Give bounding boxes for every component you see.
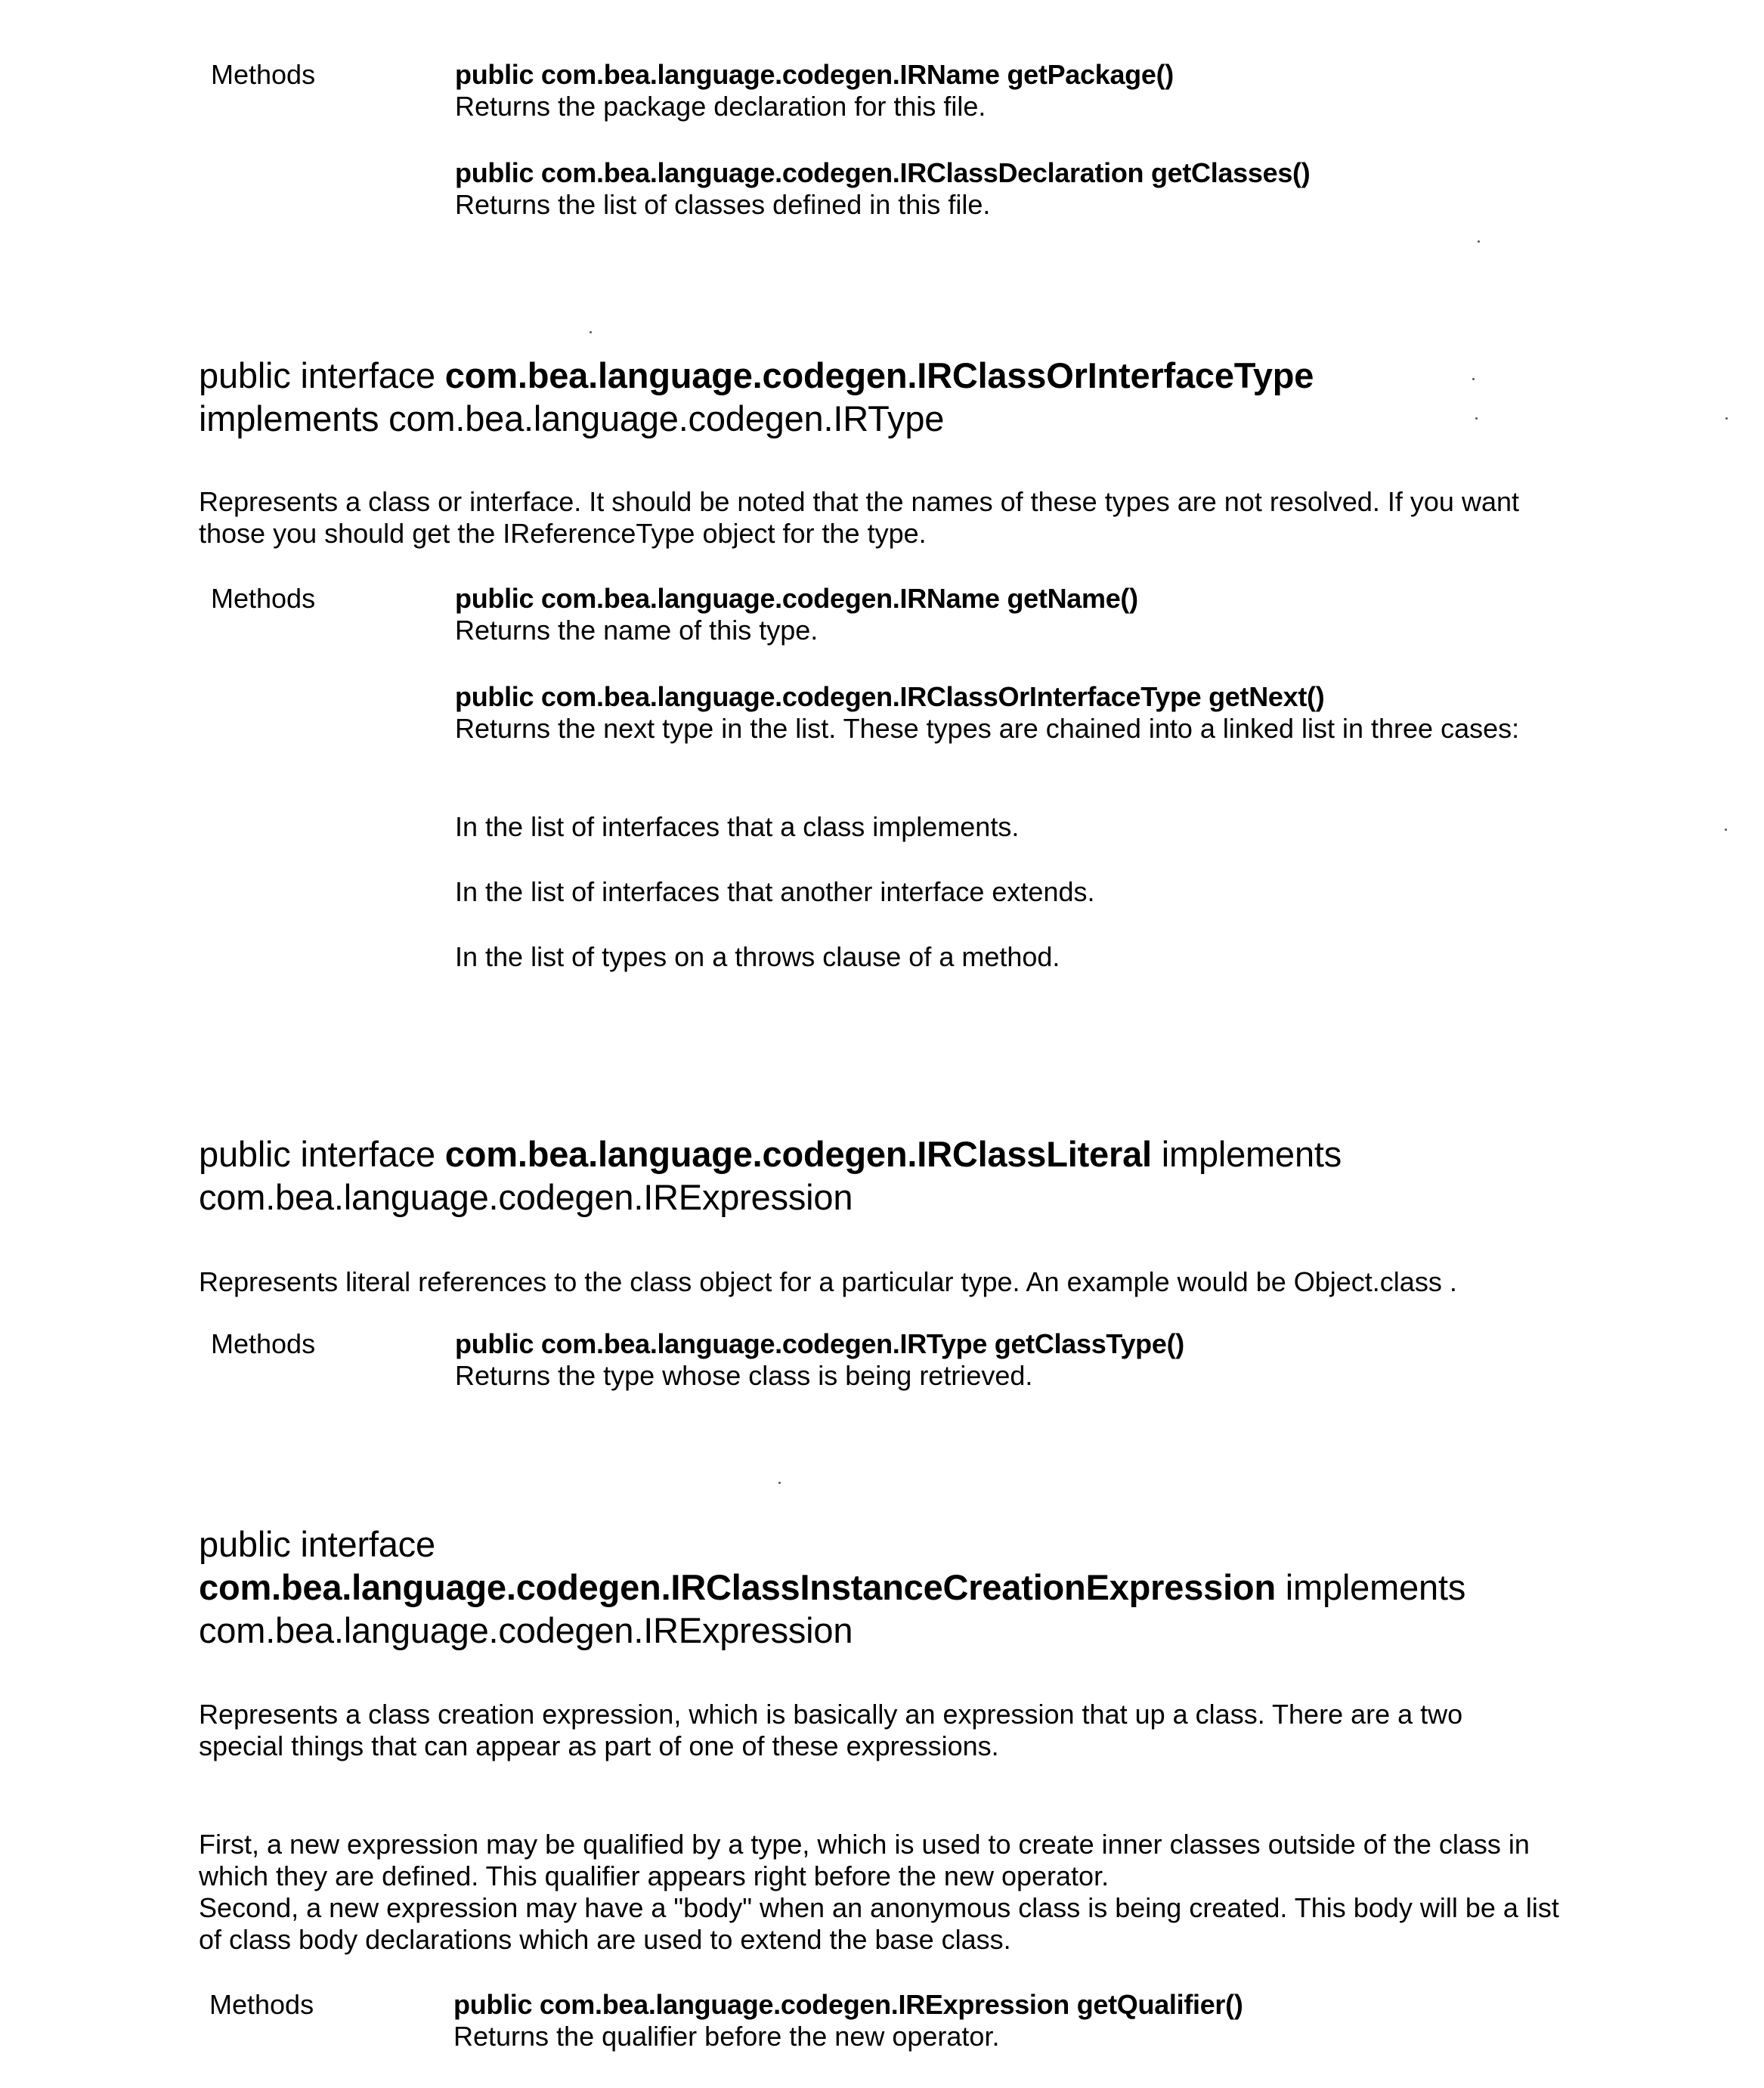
interface-description: Represents literal references to the class object for a particular type. An example would be Object.class . <box>199 1266 1457 1297</box>
heading-prefix: public interface <box>199 1134 445 1174</box>
method-entry <box>455 583 1138 646</box>
method-signature: public com.bea.language.codegen.IRExpression getQualifier() <box>453 1989 1243 2020</box>
interface-name: com.bea.language.codegen.IRClassLiteral <box>444 1134 1152 1174</box>
interface-name: com.bea.language.codegen.IRClassInstanceCreationExpression <box>199 1567 1276 1607</box>
interface-description: Represents a class creation expression, which is basically an expression that up a class. There are a two special things that can appear as part of one of these expressions. <box>199 1699 1463 1761</box>
method-signature: public com.bea.language.codegen.IRClassOrInterfaceType getNext() <box>455 681 1325 712</box>
method-signature: public com.bea.language.codegen.IRName getPackage() <box>455 59 1174 90</box>
case-item: In the list of interfaces that a class implements. <box>455 811 1020 842</box>
scan-speck <box>1478 240 1480 243</box>
heading-implements: implements <box>1151 1134 1342 1174</box>
scan-speck <box>590 331 592 333</box>
scan-speck <box>1725 417 1728 420</box>
method-description: Returns the next type in the list. These types are chained into a linked list in three cases: <box>455 713 1520 744</box>
scan-speck <box>778 1482 781 1484</box>
heading-prefix: public interface <box>199 1524 435 1564</box>
method-signature: public com.bea.language.codegen.IRType getClassType() <box>455 1328 1184 1359</box>
heading-prefix: public interface <box>199 355 445 395</box>
method-description: Returns the qualifier before the new operator. <box>453 2021 1000 2052</box>
detail-second: Second, a new expression may have a "body" when an anonymous class is being created. This body will be a list of class body declarations which are used to extend the base class. <box>199 1892 1559 1955</box>
heading-implements: implements <box>1275 1567 1466 1607</box>
method-description: Returns the type whose class is being retrieved. <box>455 1360 1033 1391</box>
methods-label: Methods <box>211 1328 316 1359</box>
interface-description: Represents a class or interface. It should be noted that the names of these types are not resolved. If you want those you should get the IReferenceType object for the type. <box>199 486 1520 549</box>
methods-label: Methods <box>211 59 316 90</box>
interface-heading <box>199 354 1314 440</box>
heading-supertype: com.bea.language.codegen.IRExpression <box>199 1177 853 1217</box>
scan-speck <box>1472 378 1475 380</box>
case-item: In the list of types on a throws clause of a method. <box>455 941 1060 972</box>
method-entry <box>455 157 1310 221</box>
methods-label: Methods <box>209 1989 314 2020</box>
interface-heading <box>199 1132 1342 1219</box>
method-entry <box>455 1328 1184 1392</box>
detail-first: First, a new expression may be qualified by a type, which is used to create inner classes outside of the class in which they are defined. This qualifier appears right before the new operator. <box>199 1829 1530 1891</box>
method-description: Returns the list of classes defined in this file. <box>455 189 991 220</box>
scan-speck <box>1475 417 1478 420</box>
method-entry <box>455 681 1519 745</box>
methods-label: Methods <box>211 583 316 614</box>
method-description: Returns the name of this type. <box>455 615 819 646</box>
method-entry <box>453 1989 1243 2052</box>
method-signature: public com.bea.language.codegen.IRName getName() <box>455 583 1138 614</box>
heading-implements: implements com.bea.language.codegen.IRType <box>199 398 945 438</box>
interface-name: com.bea.language.codegen.IRClassOrInterfaceType <box>444 355 1314 395</box>
method-description: Returns the package declaration for this file. <box>455 91 986 122</box>
case-item: In the list of interfaces that another interface extends. <box>455 876 1095 907</box>
method-entry <box>455 59 1174 122</box>
heading-supertype: com.bea.language.codegen.IRExpression <box>199 1610 853 1650</box>
interface-heading <box>199 1523 1465 1652</box>
scan-speck <box>1725 829 1727 831</box>
method-signature: public com.bea.language.codegen.IRClassDeclaration getClasses() <box>455 157 1311 188</box>
